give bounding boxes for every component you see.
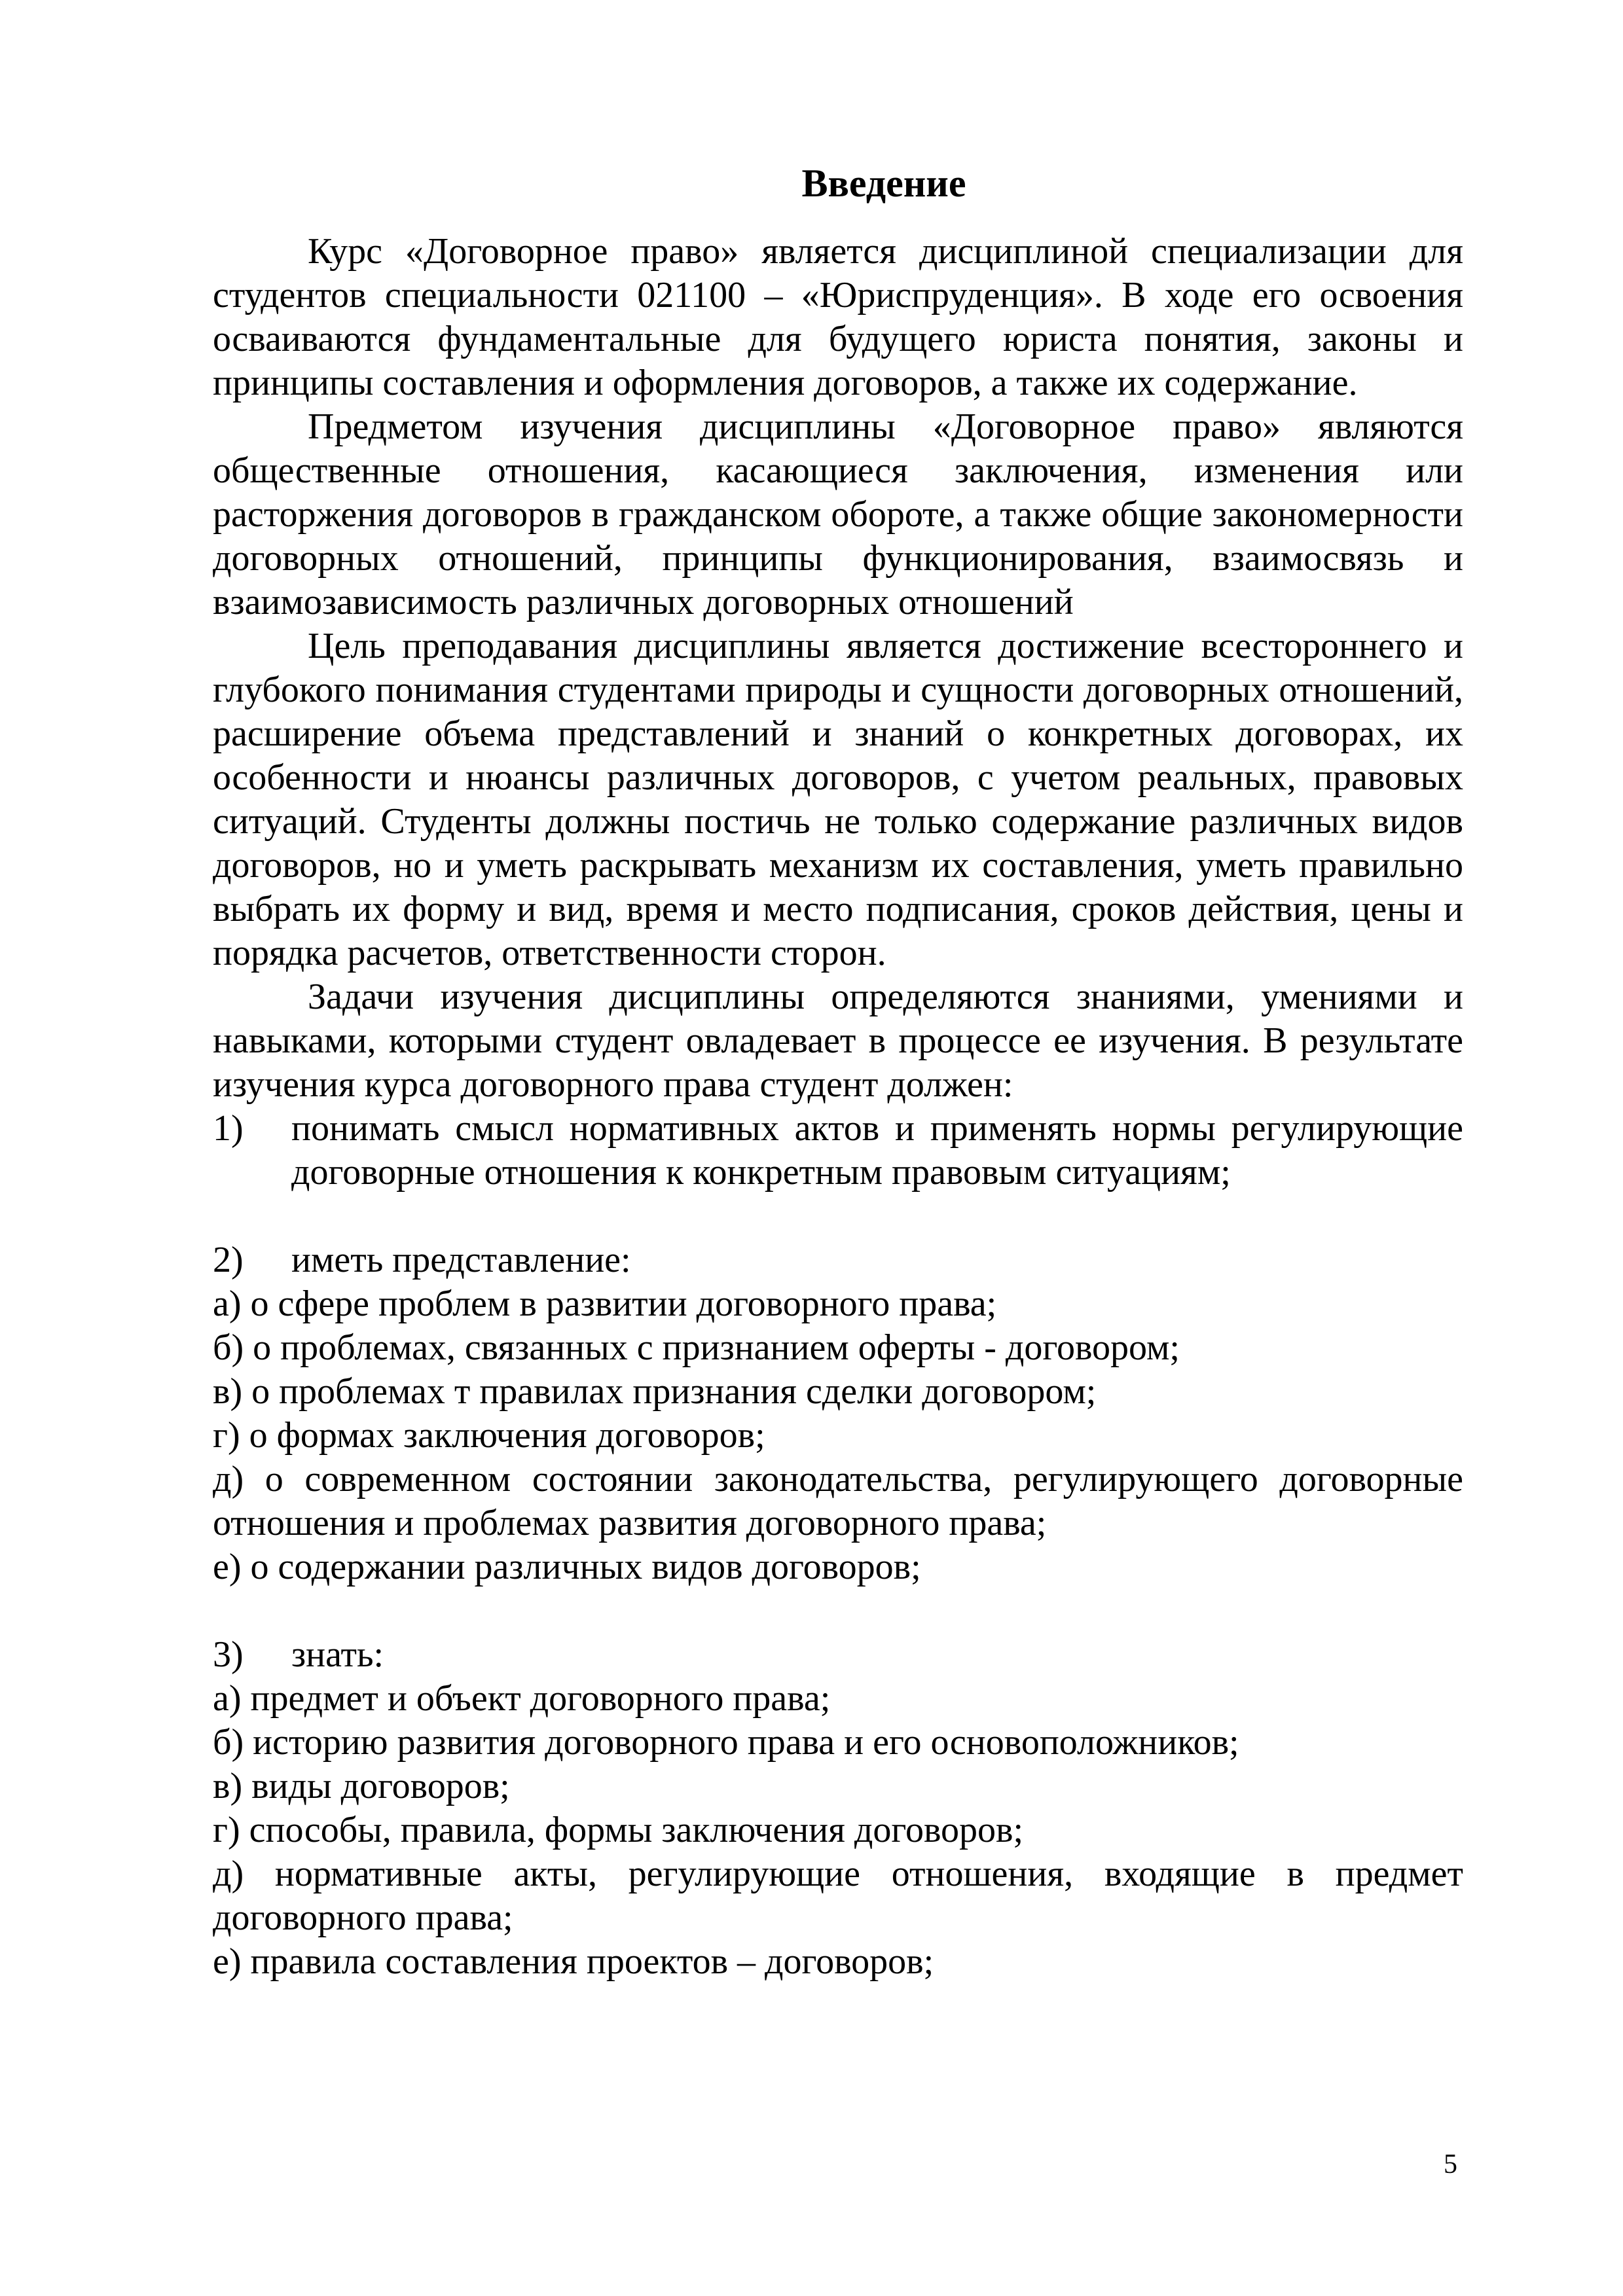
intro-paragraph-2: Предметом изучения дисциплины «Договорное право» являются общественные отношения, касающиеся заключения, изменения или расторжения договоров в гражданском обороте, а также общие закономерности договорных отношений, принципы функционирования, взаимосвязь и взаимозависимость различных договорных отношений	[213, 406, 1463, 622]
sub-item: г) способы, правила, формы заключения договоров;	[213, 1810, 1024, 1850]
item-text: знать:	[291, 1634, 384, 1675]
item-number: 3)	[213, 1634, 244, 1675]
spacer	[213, 1194, 1463, 1238]
sub-item: а) о сфере проблем в развитии договорного права;	[213, 1283, 997, 1324]
sub-item: е) о содержании различных видов договоров;	[213, 1547, 921, 1587]
sub-item: в) виды договоров;	[213, 1766, 510, 1806]
numbered-item-3	[213, 1633, 1463, 1677]
sub-item: д) о современном состоянии законодательства, регулирующего договорные отношения и проблемах развития договорного права;	[213, 1459, 1463, 1543]
sub-item: д) нормативные акты, регулирующие отношения, входящие в предмет договорного права;	[213, 1854, 1463, 1938]
sub-item: г) о формах заключения договоров;	[213, 1415, 765, 1456]
intro-paragraph-4: Задачи изучения дисциплины определяются знаниями, умениями и навыками, которыми студент овладевает в процессе ее изучения. В результате изучения курса договорного права студент должен:	[213, 977, 1463, 1105]
page-title: Введение	[801, 162, 966, 205]
item-number: 2)	[213, 1240, 244, 1280]
sub-item: б) о проблемах, связанных с признанием оферты - договором;	[213, 1327, 1180, 1368]
intro-paragraph-1: Курс «Договорное право» является дисциплиной специализации для студентов специальности 021100 – «Юриспруденция». В ходе его освоения осваиваются фундаментальные для будущего юриста понятия, законы и принципы составления и оформления договоров, а также их содержание.	[213, 231, 1463, 403]
numbered-item-1	[213, 1107, 1463, 1194]
sub-item: е) правила составления проектов – договоров;	[213, 1941, 934, 1982]
spacer	[213, 1589, 1463, 1633]
sub-item: в) о проблемах т правилах признания сделки договором;	[213, 1371, 1097, 1412]
sub-item: б) историю развития договорного права и его основоположников;	[213, 1722, 1239, 1763]
sub-item: а) предмет и объект договорного права;	[213, 1678, 831, 1719]
numbered-item-2	[213, 1238, 1463, 1282]
item-text: понимать смысл нормативных актов и применять нормы регулирующие договорные отношения к конкретным правовым ситуациям;	[291, 1108, 1463, 1193]
page-number: 5	[1444, 2149, 1457, 2179]
item-number: 1)	[213, 1108, 244, 1149]
item-text: иметь представление:	[291, 1240, 631, 1280]
intro-paragraph-3: Цель преподавания дисциплины является достижение всестороннего и глубокого понимания студентами природы и сущности договорных отношений, расширение объема представлений и знаний о конкретных договорах, их особенности и нюансы различных договоров, с учетом реальных, правовых ситуаций. Студенты должны постичь не только содержание различных видов договоров, но и уметь раскрывать механизм их составления, уметь правильно выбрать их форму и вид, время и место подписания, сроков действия, цены и порядка расчетов, ответственности сторон.	[213, 626, 1463, 973]
page-content	[213, 154, 1463, 1984]
